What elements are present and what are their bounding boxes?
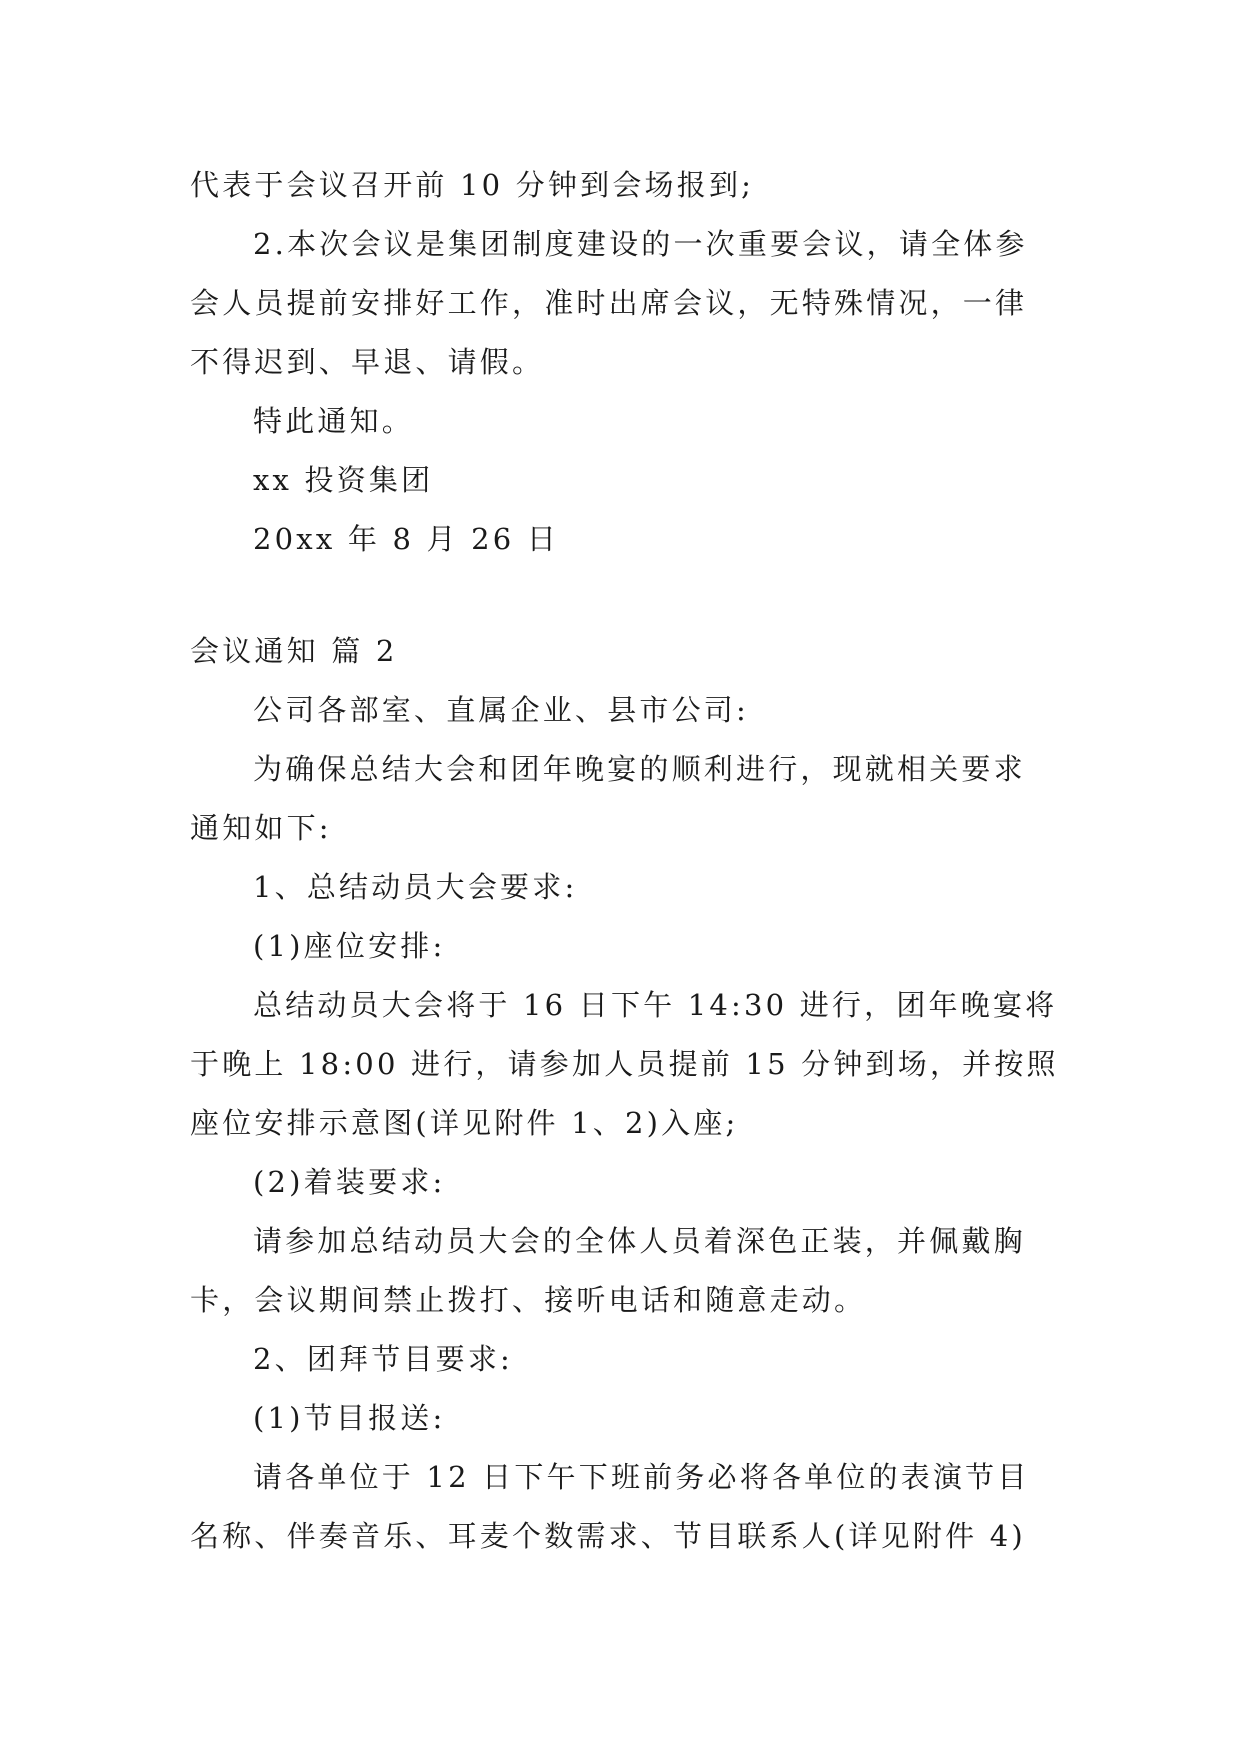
paragraph-line: 会人员提前安排好工作，准时出席会议，无特殊情况，一律 bbox=[190, 286, 1028, 320]
paragraph-line: 不得迟到、早退、请假。 bbox=[190, 345, 545, 379]
paragraph-line: 座位安排示意图(详见附件 1、2)入座; bbox=[190, 1106, 739, 1140]
list-heading: 1、总结动员大会要求: bbox=[253, 870, 578, 904]
paragraph-line: 总结动员大会将于 16 日下午 14:30 进行，团年晚宴将 bbox=[253, 988, 1058, 1022]
signature-date: 20xx 年 8 月 26 日 bbox=[253, 522, 560, 556]
list-heading: 2、团拜节目要求: bbox=[253, 1342, 514, 1376]
list-subheading: (2)着装要求: bbox=[253, 1165, 446, 1199]
list-subheading: (1)座位安排: bbox=[253, 929, 446, 963]
paragraph-line: 请参加总结动员大会的全体人员着深色正装，并佩戴胸 bbox=[253, 1224, 1026, 1258]
paragraph-line: 2.本次会议是集团制度建设的一次重要会议，请全体参 bbox=[253, 227, 1028, 261]
paragraph-line: 为确保总结大会和团年晚宴的顺利进行，现就相关要求 bbox=[253, 752, 1026, 786]
list-subheading: (1)节目报送: bbox=[253, 1401, 446, 1435]
paragraph-line: 代表于会议召开前 10 分钟到会场报到; bbox=[190, 168, 755, 202]
closing-line: 特此通知。 bbox=[253, 404, 415, 438]
paragraph-line: 公司各部室、直属企业、县市公司: bbox=[253, 693, 749, 727]
paragraph-line: 通知如下: bbox=[190, 811, 332, 845]
paragraph-line: 请各单位于 12 日下午下班前务必将各单位的表演节目 bbox=[253, 1460, 1030, 1494]
paragraph-line: 于晚上 18:00 进行，请参加人员提前 15 分钟到场，并按照 bbox=[190, 1047, 1059, 1081]
signature-organization: xx 投资集团 bbox=[253, 463, 434, 497]
paragraph-line: 卡，会议期间禁止拨打、接听电话和随意走动。 bbox=[190, 1283, 867, 1317]
paragraph-line: 名称、伴奏音乐、耳麦个数需求、节目联系人(详见附件 4) bbox=[190, 1519, 1026, 1553]
section-heading: 会议通知 篇 2 bbox=[190, 634, 398, 668]
